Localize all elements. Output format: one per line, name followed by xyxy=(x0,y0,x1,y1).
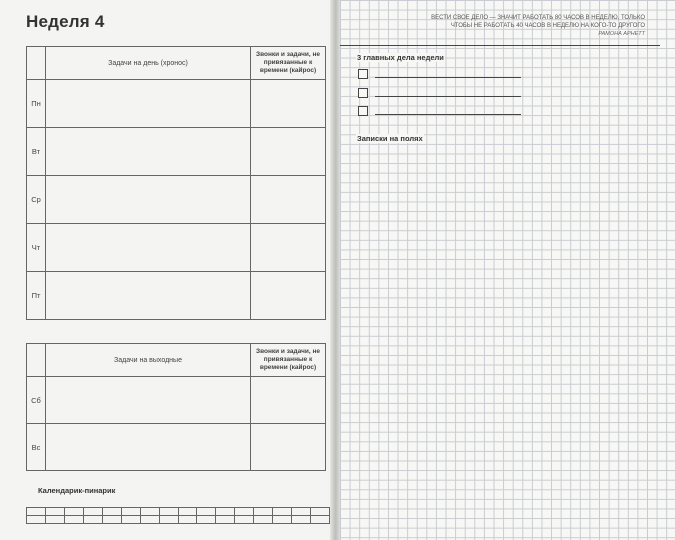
calendar-cell[interactable] xyxy=(121,516,140,524)
habit-calendar-grid xyxy=(26,507,330,524)
calls-cell-tue[interactable] xyxy=(251,128,326,176)
calendar-cell[interactable] xyxy=(64,508,83,516)
calendar-cell[interactable] xyxy=(83,508,102,516)
calendar-cell[interactable] xyxy=(197,516,216,524)
calendar-cell[interactable] xyxy=(292,508,311,516)
calendar-cell[interactable] xyxy=(45,516,64,524)
calendar-cell[interactable] xyxy=(273,508,292,516)
tasks-cell-mon[interactable] xyxy=(46,80,251,128)
day-label-sat: Сб xyxy=(27,377,46,424)
calendar-cell[interactable] xyxy=(159,508,178,516)
top3-item xyxy=(358,88,521,98)
day-label-tue: Вт xyxy=(27,128,46,176)
table-row xyxy=(27,377,326,424)
table-header-row xyxy=(27,344,326,377)
task-write-line[interactable] xyxy=(375,77,521,78)
weekday-tasks-table xyxy=(26,46,326,320)
header-corner-cell xyxy=(27,47,46,80)
calendar-cell[interactable] xyxy=(140,508,159,516)
week-title: Неделя 4 xyxy=(26,12,105,31)
calendar-cell[interactable] xyxy=(235,508,254,516)
calls-cell-fri[interactable] xyxy=(251,272,326,320)
calendar-cell[interactable] xyxy=(140,516,159,524)
calls-cell-sun[interactable] xyxy=(251,424,326,471)
tasks-cell-sat[interactable] xyxy=(46,377,251,424)
tasks-column-header: Задачи на день (хронос) xyxy=(46,47,251,80)
calendar-cell[interactable] xyxy=(178,508,197,516)
calls-cell-sat[interactable] xyxy=(251,377,326,424)
tasks-cell-tue[interactable] xyxy=(46,128,251,176)
calls-cell-mon[interactable] xyxy=(251,80,326,128)
quote-block xyxy=(385,14,645,38)
quote-line-1: ВЕСТИ СВОЕ ДЕЛО — ЗНАЧИТ РАБОТАТЬ 80 ЧАСОВ В НЕДЕЛЮ, ТОЛЬКО xyxy=(431,15,645,21)
calendar-row xyxy=(27,508,330,516)
day-label-sun: Вс xyxy=(27,424,46,471)
habit-calendar-label: Календарик-пинарик xyxy=(38,486,116,495)
checkbox[interactable] xyxy=(358,88,368,98)
calendar-cell[interactable] xyxy=(273,516,292,524)
table-row xyxy=(27,224,326,272)
calendar-cell[interactable] xyxy=(178,516,197,524)
table-row xyxy=(27,272,326,320)
calendar-cell[interactable] xyxy=(197,508,216,516)
table-row xyxy=(27,80,326,128)
calendar-cell[interactable] xyxy=(216,516,235,524)
calendar-cell[interactable] xyxy=(159,516,178,524)
table-row xyxy=(27,424,326,471)
calendar-cell[interactable] xyxy=(292,516,311,524)
calendar-cell[interactable] xyxy=(254,516,273,524)
quote-author: РАМОНА АРНЕТТ xyxy=(598,31,645,37)
table-row xyxy=(27,176,326,224)
tasks-cell-fri[interactable] xyxy=(46,272,251,320)
day-label-mon: Пн xyxy=(27,80,46,128)
table-row xyxy=(27,128,326,176)
day-label-thu: Чт xyxy=(27,224,46,272)
table-header-row xyxy=(27,47,326,80)
calendar-cell[interactable] xyxy=(121,508,140,516)
calls-cell-wed[interactable] xyxy=(251,176,326,224)
top3-item xyxy=(358,106,521,116)
header-corner-cell xyxy=(27,344,46,377)
weekend-calls-column-header: Звонки и задачи, не привязанные к времени (кайрос) xyxy=(251,344,326,377)
right-page-grid xyxy=(340,0,675,540)
calls-column-header: Звонки и задачи, не привязанные к времени (кайрос) xyxy=(251,47,326,80)
calendar-cell[interactable] xyxy=(311,516,330,524)
tasks-cell-wed[interactable] xyxy=(46,176,251,224)
day-label-fri: Пт xyxy=(27,272,46,320)
calendar-cell[interactable] xyxy=(83,516,102,524)
calendar-row xyxy=(27,516,330,524)
calendar-cell[interactable] xyxy=(45,508,64,516)
weekend-tasks-column-header: Задачи на выходные xyxy=(46,344,251,377)
calendar-cell[interactable] xyxy=(27,508,46,516)
checkbox[interactable] xyxy=(358,106,368,116)
day-label-wed: Ср xyxy=(27,176,46,224)
calendar-cell[interactable] xyxy=(311,508,330,516)
quote-line-2: ЧТОБЫ НЕ РАБОТАТЬ 40 ЧАСОВ В НЕДЕЛЮ НА КОГО-ТО ДРУГОГО xyxy=(450,23,645,29)
top3-item xyxy=(358,69,521,79)
quote-divider xyxy=(340,45,660,46)
left-page xyxy=(0,0,334,540)
calendar-cell[interactable] xyxy=(254,508,273,516)
weekend-tasks-table xyxy=(26,343,326,471)
calendar-cell[interactable] xyxy=(27,516,46,524)
calendar-cell[interactable] xyxy=(64,516,83,524)
calls-cell-thu[interactable] xyxy=(251,224,326,272)
top3-title: 3 главных дела недели xyxy=(357,53,444,62)
calendar-cell[interactable] xyxy=(216,508,235,516)
calendar-cell[interactable] xyxy=(102,508,121,516)
checkbox[interactable] xyxy=(358,69,368,79)
tasks-cell-thu[interactable] xyxy=(46,224,251,272)
task-write-line[interactable] xyxy=(375,114,521,115)
tasks-cell-sun[interactable] xyxy=(46,424,251,471)
calendar-cell[interactable] xyxy=(235,516,254,524)
notes-title: Записки на полях xyxy=(357,134,423,143)
calendar-cell[interactable] xyxy=(102,516,121,524)
task-write-line[interactable] xyxy=(375,96,521,97)
